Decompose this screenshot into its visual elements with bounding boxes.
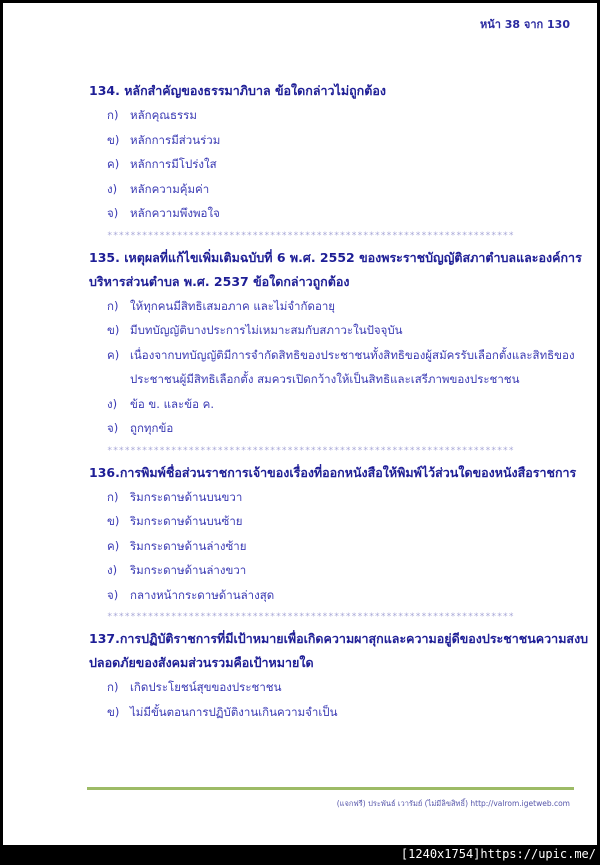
footer-divider xyxy=(87,787,574,790)
asterisk-separator: ********************************************************************** xyxy=(107,445,515,456)
question-block xyxy=(89,246,589,441)
question-block xyxy=(89,627,589,724)
option-letter: ง) xyxy=(107,563,118,577)
option-item xyxy=(89,103,589,128)
option-text: หลักความพึงพอใจ xyxy=(130,206,220,220)
option-letter: ข) xyxy=(107,132,120,147)
option-text: หลักการมีโปร่งใส xyxy=(130,157,217,171)
option-item xyxy=(89,177,589,202)
question-block xyxy=(89,461,589,608)
question-list xyxy=(89,79,589,724)
option-text: หลักความคุ้มค่า xyxy=(130,181,210,196)
asterisk-separator: ********************************************************************** xyxy=(107,612,515,622)
option-letter: ก) xyxy=(107,680,119,694)
option-text: หลักคุณธรรม xyxy=(130,108,197,122)
option-letter: ง) xyxy=(107,396,118,411)
watermark-bar xyxy=(0,845,600,865)
option-item xyxy=(89,343,589,392)
option-letter: ข) xyxy=(107,323,120,337)
footer-credit: (แจกฟรี) ประพันธ์ เวารัมย์ (ไม่มีลิขสิทธิ์) http://valrom.igetweb.com xyxy=(336,799,570,808)
option-text: ให้ทุกคนมีสิทธิเสมอภาค และไม่จำกัดอายุ xyxy=(130,298,336,313)
option-item xyxy=(89,152,589,177)
option-item xyxy=(89,509,589,534)
option-letter: จ) xyxy=(107,421,119,435)
option-letter: ข) xyxy=(107,514,120,528)
question-block xyxy=(89,79,589,226)
option-text: ถูกทุกข้อ xyxy=(130,421,174,435)
option-item xyxy=(89,416,589,441)
option-letter: ก) xyxy=(107,298,119,313)
option-text: เนื่องจากบทบัญญัติมีการจำกัดสิทธิของประชาชนทั้งสิทธิของผู้สมัครรับเลือกตั้งและสิทธิของประชาชนผู้มีสิทธิเลือกตั้ง สมควรเปิดกว้างให้เป็นสิทธิและเสรีภาพของประชาชน xyxy=(130,347,575,386)
option-letter: ก) xyxy=(107,489,119,504)
option-text: ริมกระดาษด้านล่างซ้าย xyxy=(130,538,247,553)
question-title: 135. เหตุผลที่แก้ไขเพิ่มเติมฉบับที่ 6 พ.ศ. 2552 ของพระราชบัญญัติสภาตำบลและองค์การบริหารส่วนตำบล พ.ศ. 2537 ข้อใดกล่าวถูกต้อง xyxy=(89,249,582,289)
option-item xyxy=(89,485,589,510)
document-page xyxy=(3,3,597,845)
option-item xyxy=(89,294,589,319)
option-text: กลางหน้ากระดาษด้านล่างสุด xyxy=(130,587,275,602)
option-letter: จ) xyxy=(107,587,119,602)
option-text: ข้อ ข. และข้อ ค. xyxy=(130,396,215,411)
option-list xyxy=(89,294,589,441)
option-item xyxy=(89,558,589,583)
question-title: 136.การพิมพ์ชื่อส่วนราชการเจ้าของเรื่องที่ออกหนังสือให้พิมพ์ไว้ส่วนใดของหนังสือราชการ xyxy=(89,464,577,480)
option-letter: ก) xyxy=(107,108,119,122)
option-text: เกิดประโยชน์สุขของประชาชน xyxy=(130,680,282,694)
option-list xyxy=(89,103,589,226)
option-item xyxy=(89,583,589,608)
option-item xyxy=(89,392,589,417)
option-list xyxy=(89,485,589,608)
option-letter: ข) xyxy=(107,704,120,719)
option-letter: ค) xyxy=(107,347,120,362)
option-item xyxy=(89,201,589,226)
option-letter: ค) xyxy=(107,538,120,553)
question-title: 134. หลักสำคัญของธรรมาภิบาล ข้อใดกล่าวไม่ถูกต้อง xyxy=(89,83,386,98)
option-letter: ค) xyxy=(107,157,120,171)
option-text: ไม่มีขั้นตอนการปฏิบัติงานเกินความจำเป็น xyxy=(130,704,338,719)
page-number: หน้า 38 จาก 130 xyxy=(480,18,570,31)
watermark-text: [1240x1754]https://upic.me/ xyxy=(400,847,596,861)
option-item xyxy=(89,534,589,559)
option-text: ริมกระดาษด้านล่างขวา xyxy=(130,563,247,577)
option-letter: ง) xyxy=(107,181,118,196)
option-text: ริมกระดาษด้านบนขวา xyxy=(130,489,243,504)
option-text: ริมกระดาษด้านบนซ้าย xyxy=(130,514,243,528)
asterisk-separator: ********************************************************************** xyxy=(107,230,515,241)
option-item xyxy=(89,675,589,700)
option-item xyxy=(89,128,589,153)
question-title: 137.การปฏิบัติราชการที่มีเป้าหมายเพื่อเกิดความผาสุกและความอยู่ดีของประชาชนความสงบปลอดภัยของสังคมส่วนรวมคือเป้าหมายใด xyxy=(89,631,589,670)
option-letter: จ) xyxy=(107,206,119,220)
option-list xyxy=(89,675,589,724)
option-item xyxy=(89,700,589,725)
option-text: หลักการมีส่วนร่วม xyxy=(130,132,221,147)
option-text: มีบทบัญญัติบางประการไม่เหมาะสมกับสภาวะในปัจจุบัน xyxy=(130,323,403,337)
option-item xyxy=(89,318,589,343)
